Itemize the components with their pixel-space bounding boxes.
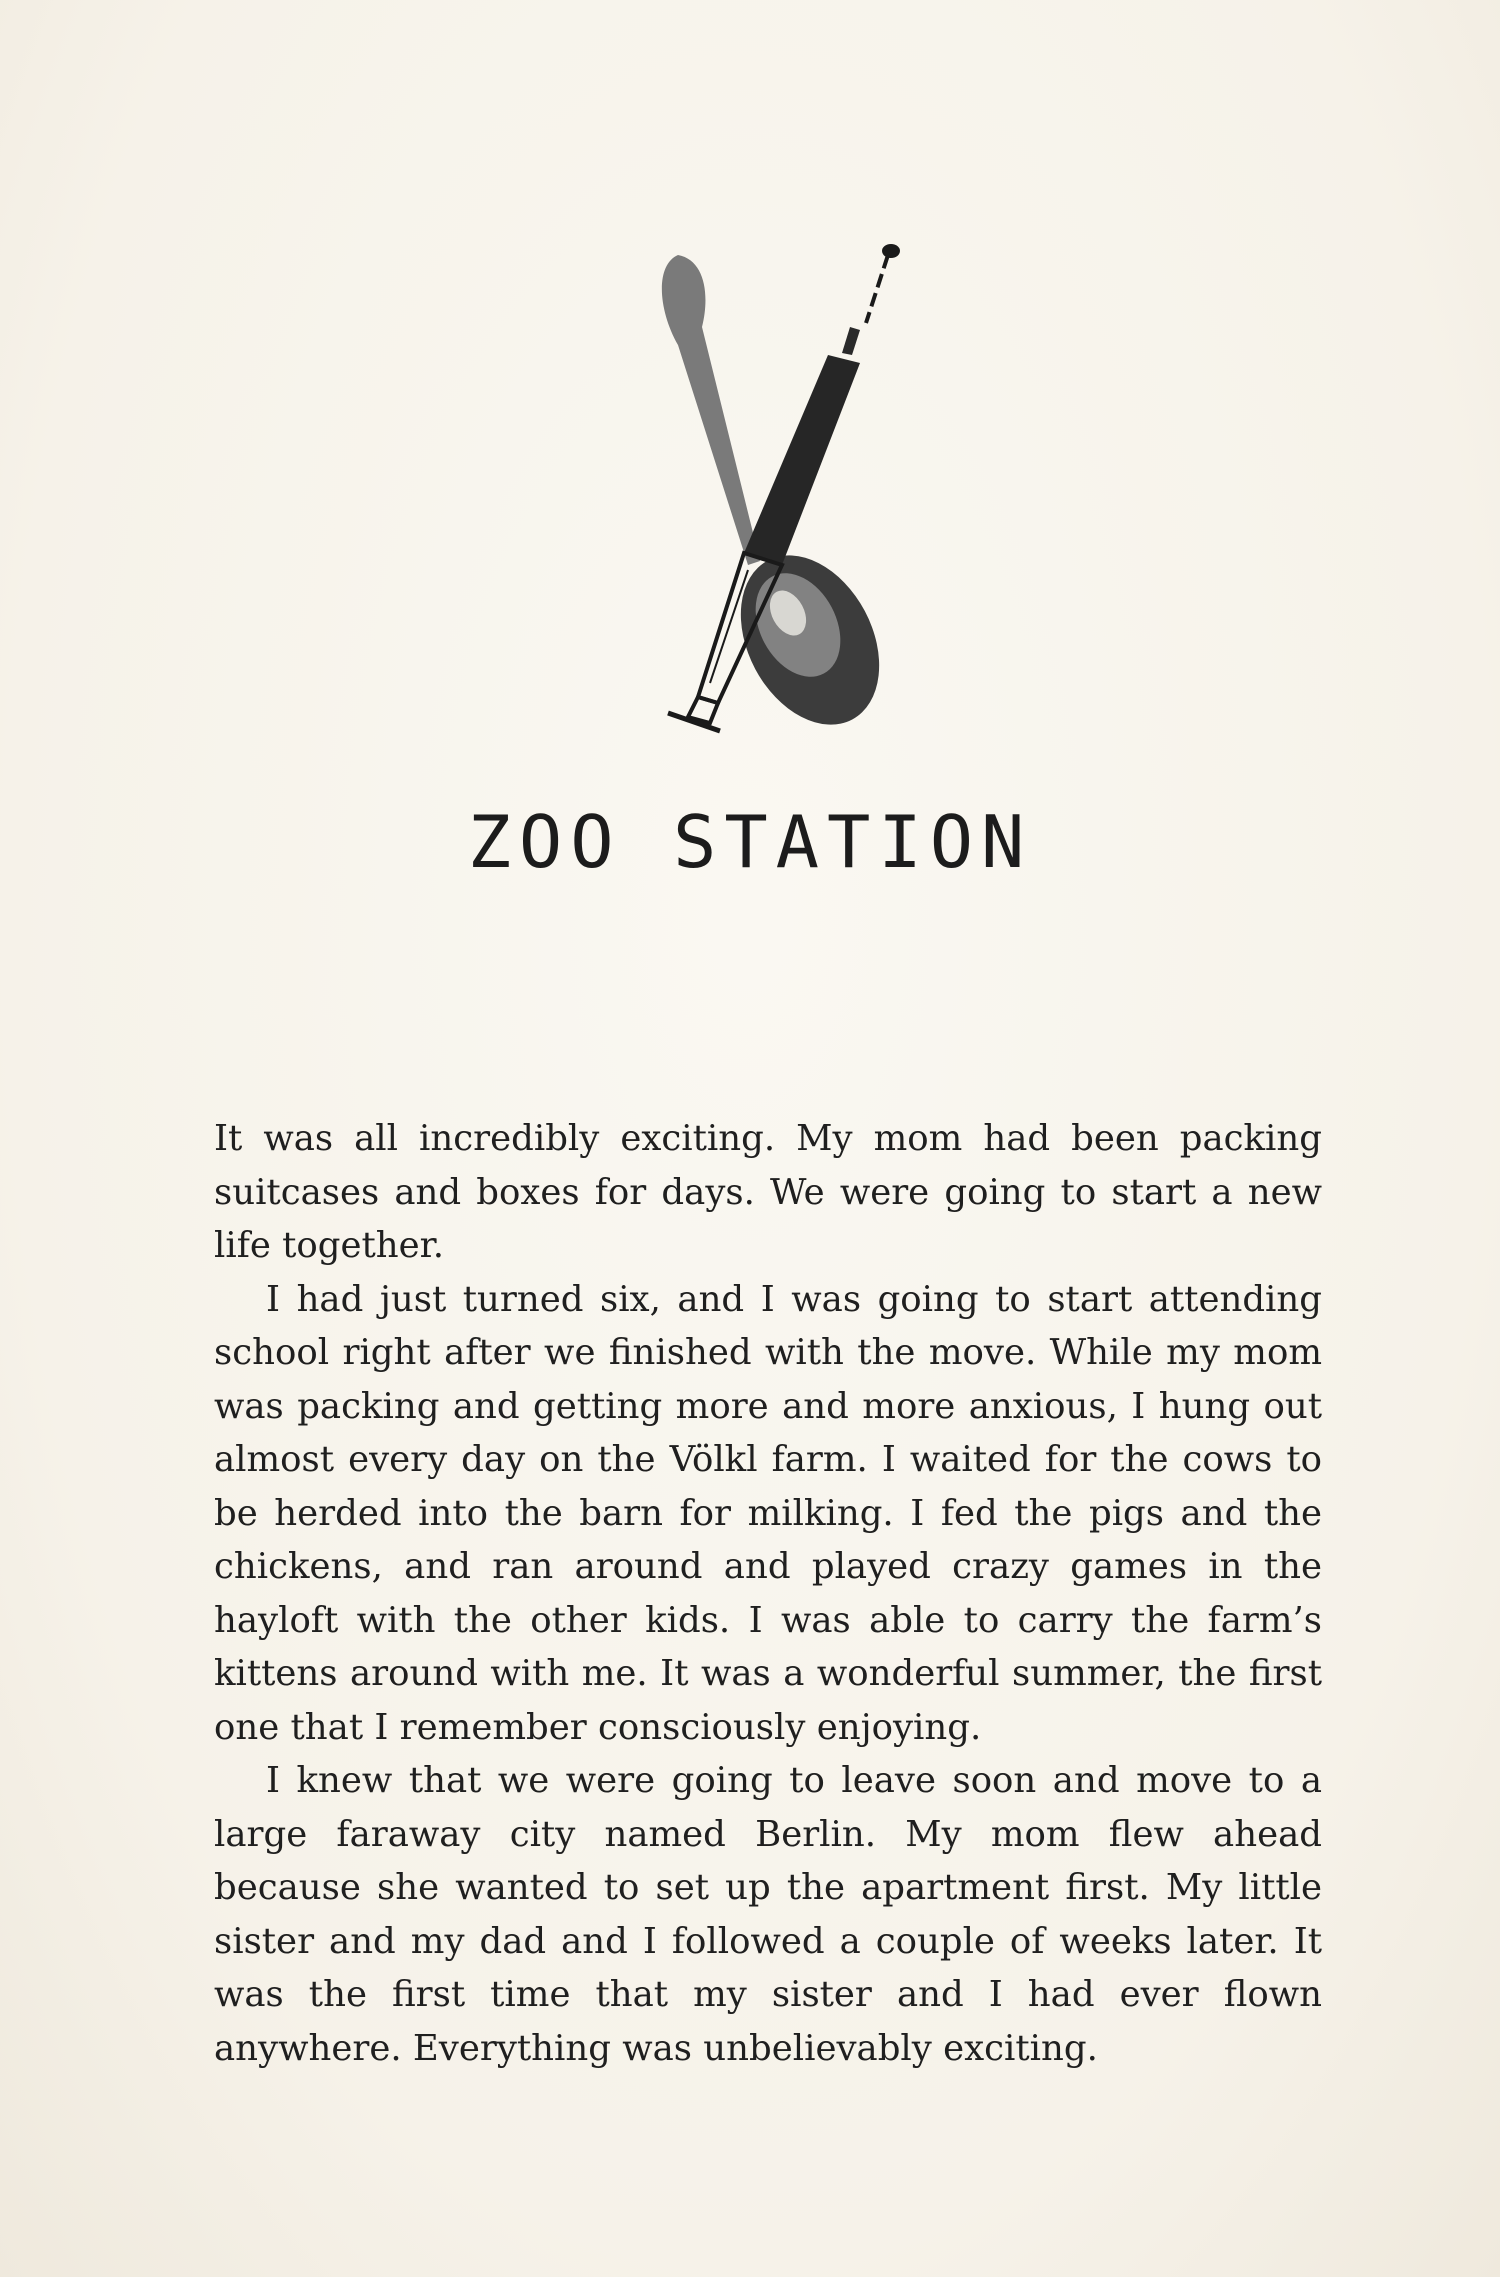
chapter-body	[214, 1112, 1322, 2075]
syringe-barrel	[744, 355, 860, 565]
syringe-and-spoon-icon	[560, 235, 980, 745]
paragraph: It was all incredibly exciting. My mom had been packing suitcases and boxes for days. We were going to start a new life together.	[214, 1118, 1322, 1266]
syringe-needle	[866, 255, 888, 323]
spoon-handle	[662, 255, 760, 565]
chapter-title: ZOO STATION	[467, 800, 1033, 884]
paragraph: I had just turned six, and I was going to start attending school right after we finished with the move. While my mom was packing and getting more and more anxious, I hung out almost every day on the Völkl farm. I waited for the cows to be herded into the barn for milking. I fed the pigs and the chickens, and ran around and played crazy games in the hayloft with the other kids. I was able to carry the farm’s kittens around with me. It was a wonderful summer, the first one that I remember consciously enjoying.	[214, 1278, 1322, 1748]
paragraph: I knew that we were going to leave soon and move to a large faraway city named Berlin. My mom flew ahead because she wanted to set up the apartment first. My little sister and my dad and I followed a couple of weeks later. It was the first time that my sister and I had ever flown anywhere. Everything was unbelievably exciting.	[214, 1760, 1322, 2069]
